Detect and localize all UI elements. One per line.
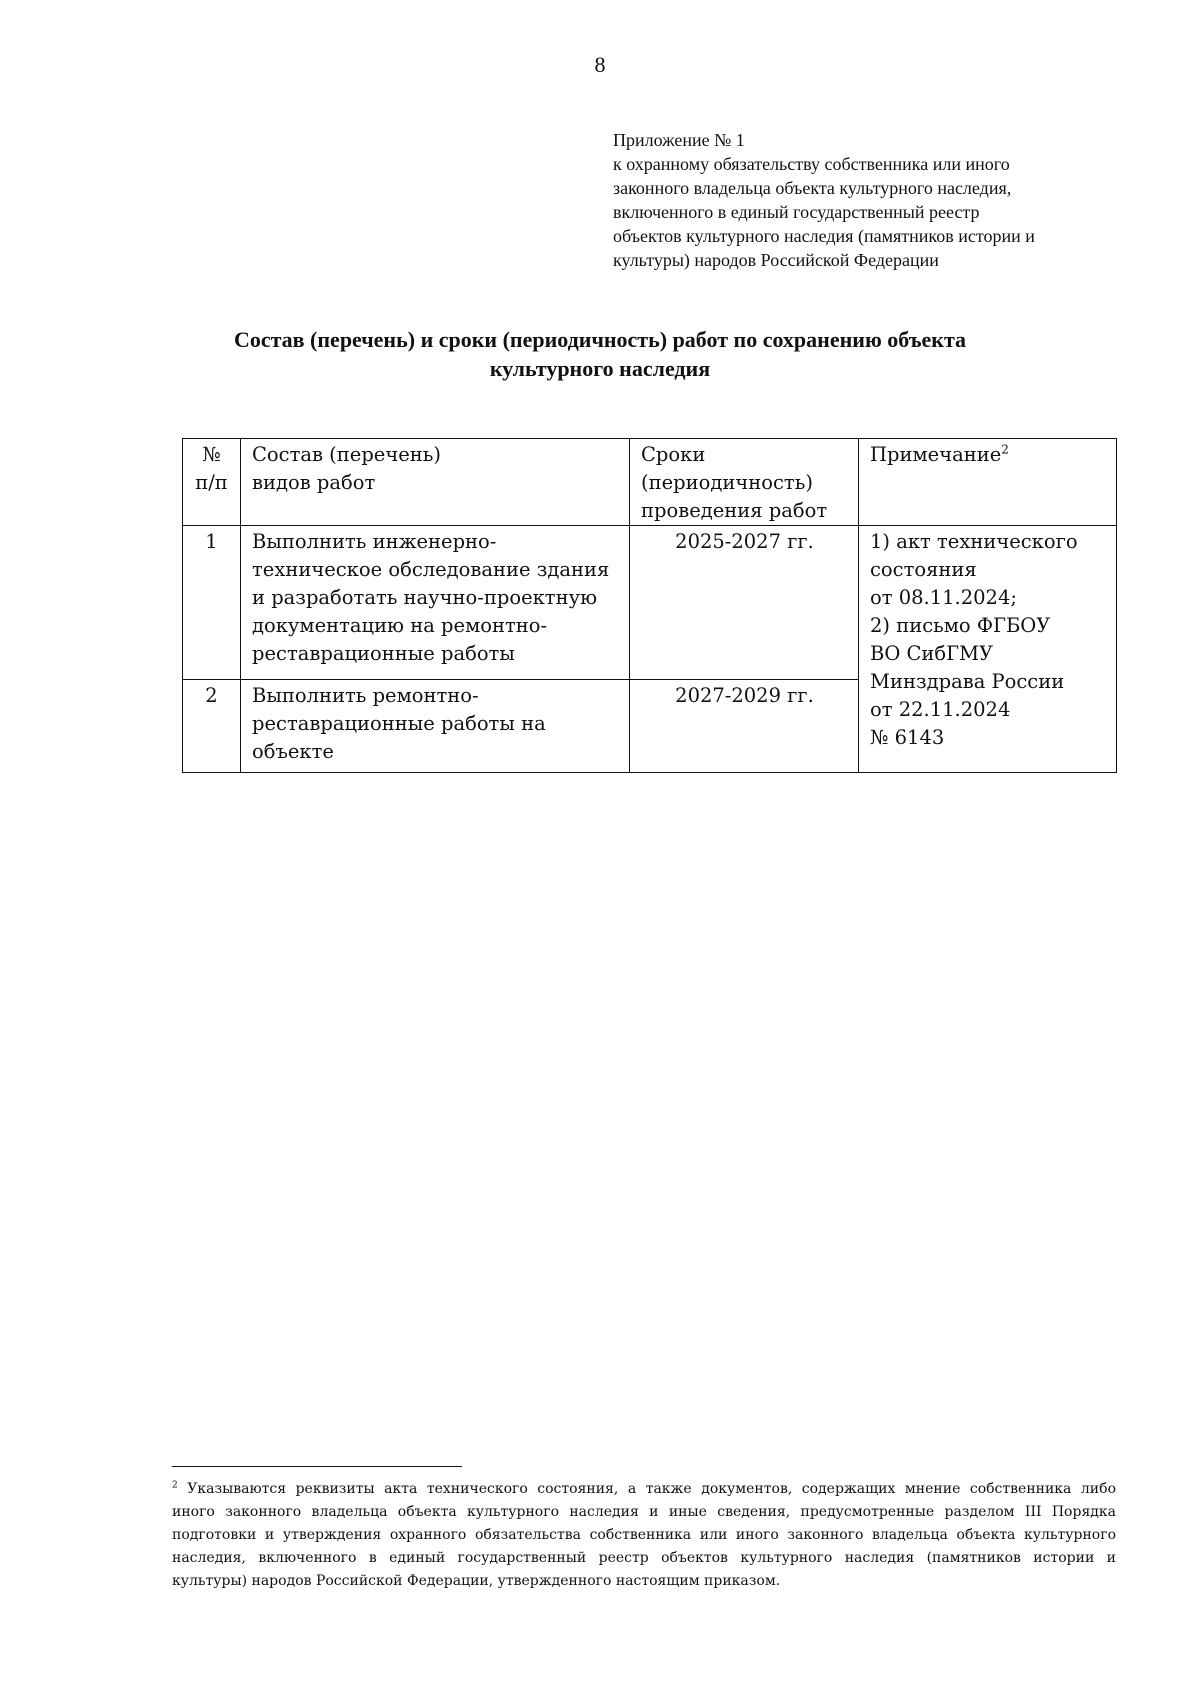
table-header-row	[183, 439, 1117, 526]
appendix-header	[613, 128, 1113, 272]
appendix-line: культуры) народов Российской Федерации	[613, 250, 939, 270]
works-table	[182, 438, 1117, 773]
row-note: 1) акт технического состояния от 08.11.2024; 2) письмо ФГБОУ ВО СибГМУ Минздрава России от 22.11.2024 № 6143	[859, 526, 1117, 773]
appendix-line: объектов культурного наследия (памятников истории и	[613, 226, 1035, 246]
footnote-marker: 2	[172, 1480, 178, 1491]
footnote-divider	[172, 1466, 462, 1467]
footnote	[172, 1478, 1116, 1593]
footnote-ref: 2	[1001, 442, 1009, 457]
page-number: 8	[594, 52, 606, 77]
appendix-line: к охранному обязательству собственника или иного	[613, 154, 1010, 174]
table-row	[183, 526, 1117, 680]
title-line: Состав (перечень) и сроки (периодичность) работ по сохранению объекта	[233, 327, 967, 352]
header-note: Примечание$^2$	[859, 439, 1117, 526]
row-works: Выполнить инженерно- техническое обследование здания и разработать научно-проектную документацию на ремонтно- реставрационные работы	[241, 526, 630, 680]
row-num: 2	[183, 679, 241, 772]
appendix-line: законного владельца объекта культурного наследия,	[613, 178, 1012, 198]
title-line: культурного наследия	[489, 356, 711, 381]
header-terms: Сроки (периодичность) проведения работ	[630, 439, 859, 526]
appendix-line: включенного в единый государственный реестр	[613, 202, 980, 222]
footnote-line: подготовки и утверждения охранного обязательства собственника или иного законного владельца объекта культурного	[172, 1527, 1116, 1543]
header-num: № п/п	[183, 439, 241, 526]
footnote-line: наследия, включенного в единый государственный реестр объектов культурного наследия (памятников истории и	[172, 1550, 1116, 1566]
footnote-line: иного законного владельца объекта культурного наследия и иные сведения, предусмотренные разделом III Порядка	[172, 1504, 1116, 1520]
row-num: 1	[183, 526, 241, 680]
header-works: Состав (перечень) видов работ	[241, 439, 630, 526]
footnote-line: $^2$ Указываются реквизиты акта технического состояния, а также документов, содержащих мнение собственника либо	[172, 1480, 1116, 1497]
row-terms: 2027-2029 гг.	[630, 679, 859, 772]
row-works: Выполнить ремонтно- реставрационные работы на объекте	[241, 679, 630, 772]
footnote-line: культуры) народов Российской Федерации, утвержденного настоящим приказом.	[172, 1573, 781, 1589]
document-title	[150, 325, 1050, 383]
appendix-line: Приложение № 1	[613, 130, 745, 150]
row-terms: 2025-2027 гг.	[630, 526, 859, 680]
